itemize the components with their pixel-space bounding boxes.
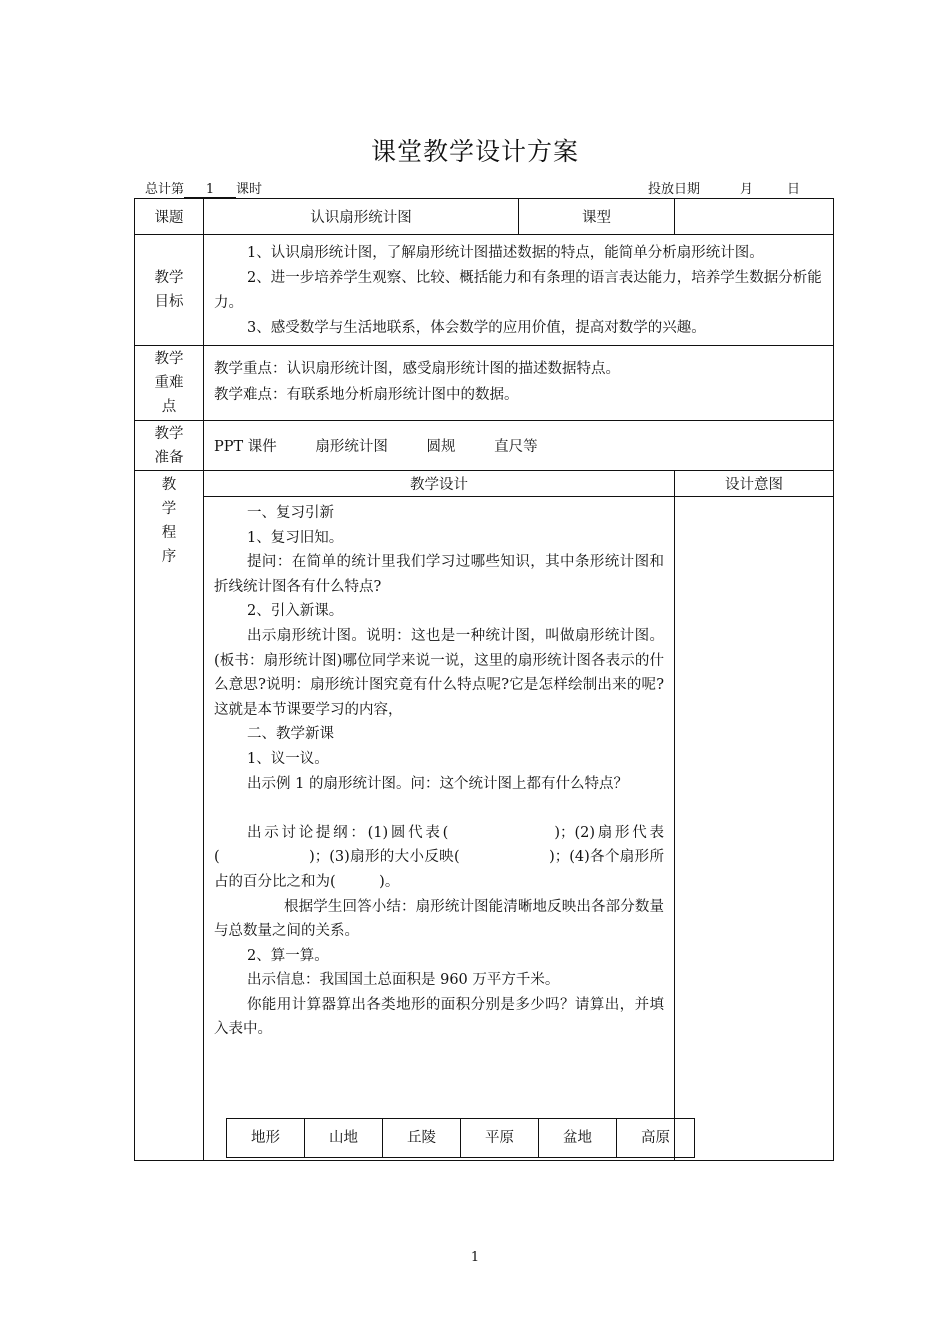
procedure-label-char: 序 — [161, 549, 177, 565]
keypoints-content — [204, 346, 834, 421]
terrain-cell: 盆地 — [539, 1119, 617, 1158]
procedure-label — [135, 471, 204, 1161]
keypoints-label-line1: 教学 — [154, 351, 184, 367]
terrain-table — [226, 1118, 695, 1158]
difficulty-text: 教学难点：有联系地分析扇形统计图中的数据。 — [214, 387, 519, 403]
intent-header: 设计意图 — [675, 471, 834, 497]
goals-row — [135, 235, 834, 346]
design-paragraph: 出示例 1 的扇形统计图。问：这个统计图上都有什么特点？ — [247, 775, 628, 792]
total-lessons — [145, 178, 262, 198]
topic-label: 课题 — [135, 199, 204, 235]
keypoints-row — [135, 346, 834, 421]
procedure-label-char: 教 — [161, 477, 177, 493]
document-title: 课堂教学设计方案 — [370, 137, 579, 166]
terrain-header-row — [227, 1119, 695, 1158]
goals-label-line2: 目标 — [154, 294, 184, 310]
prep-item: 圆规 — [426, 439, 456, 455]
terrain-cell: 平原 — [461, 1119, 539, 1158]
total-value: 1 — [184, 183, 236, 198]
design-paragraph: 根据学生回答小结：扇形统计图能清晰地反映出各部分数量与总数量之间的关系。 — [214, 898, 664, 940]
goals-content — [204, 235, 834, 346]
release-date — [648, 178, 800, 197]
design-paragraph: 出示讨论提纲：(1)圆代表( )；(2)扇形代表( )；(3)扇形的大小反映( )；(4)各个扇形所占的百分比之和为( )。 — [214, 824, 664, 890]
design-paragraph: 二、教学新课 — [247, 726, 334, 743]
design-paragraph: 2、引入新课。 — [247, 603, 344, 620]
prep-row — [135, 421, 834, 471]
design-paragraph: 2、算一算。 — [247, 947, 329, 964]
prep-content — [204, 421, 834, 471]
design-paragraph: 你能用计算器算出各类地形的面积分别是多少吗？请算出，并填入表中。 — [214, 996, 664, 1038]
total-prefix: 总计第 — [145, 182, 185, 197]
type-value — [675, 199, 834, 235]
type-label: 课型 — [519, 199, 675, 235]
day-label: 日 — [787, 182, 801, 197]
design-paragraph: 1、议一议。 — [247, 750, 329, 767]
prep-label-line2: 准备 — [154, 449, 184, 466]
focus-text: 教学重点：认识扇形统计图，感受扇形统计图的描述数据特点。 — [214, 361, 620, 377]
design-paragraph: 出示信息：我国国土总面积是 960 万平方千米。 — [247, 972, 560, 989]
procedure-label-char: 程 — [161, 525, 177, 541]
intent-content — [675, 497, 834, 1161]
prep-item: 扇形统计图 — [315, 439, 388, 455]
keypoints-label — [135, 346, 204, 421]
month-label: 月 — [740, 182, 754, 197]
prep-label-line1: 教学 — [154, 425, 184, 442]
prep-item: PPT 课件 — [214, 439, 277, 455]
prep-item: 直尺等 — [494, 439, 538, 455]
procedure-label-char: 学 — [161, 501, 177, 517]
design-paragraph: 一、复习引新 — [247, 505, 334, 521]
prep-label — [135, 421, 204, 471]
design-paragraph: 1、复习旧知。 — [247, 529, 344, 546]
topic-value: 认识扇形统计图 — [204, 199, 519, 235]
total-suffix: 课时 — [236, 182, 263, 197]
procedure-header-row — [135, 471, 834, 497]
design-header: 教学设计 — [204, 471, 675, 497]
terrain-cell: 高原 — [617, 1119, 695, 1158]
terrain-cell: 地形 — [227, 1119, 305, 1158]
topic-row — [135, 199, 834, 235]
goal-item: 3、感受数学与生活地联系，体会数学的应用价值，提高对数学的兴趣。 — [247, 320, 706, 336]
goals-label — [135, 235, 204, 346]
page-number: 1 — [470, 1250, 480, 1265]
keypoints-label-line3: 点 — [161, 399, 177, 415]
goal-item: 1、认识扇形统计图，了解扇形统计图描述数据的特点，能简单分析扇形统计图。 — [247, 245, 764, 261]
date-label: 投放日期 — [648, 182, 701, 197]
goal-item: 2、进一步培养学生观察、比较、概括能力和有条理的语言表达能力，培养学生数据分析能力。 — [214, 270, 822, 311]
design-paragraph: 提问：在简单的统计里我们学习过哪些知识，其中条形统计图和折线统计图各有什么特点? — [214, 554, 664, 595]
procedure-body-row — [135, 497, 834, 1161]
goals-label-line1: 教学 — [154, 270, 184, 286]
design-content — [204, 497, 675, 1161]
design-paragraph: 出示扇形统计图。说明：这也是一种统计图，叫做扇形统计图。(板书：扇形统计图)哪位同学来说一说，这里的扇形统计图各表示的什么意思?说明：扇形统计图究竟有什么特点呢?它是怎样绘制出来的呢?这就是本节课要学习的内容， — [214, 627, 664, 718]
terrain-cell: 山地 — [305, 1119, 383, 1158]
lesson-plan-table — [134, 198, 834, 1161]
terrain-cell: 丘陵 — [383, 1119, 461, 1158]
keypoints-label-line2: 重难 — [154, 375, 184, 391]
